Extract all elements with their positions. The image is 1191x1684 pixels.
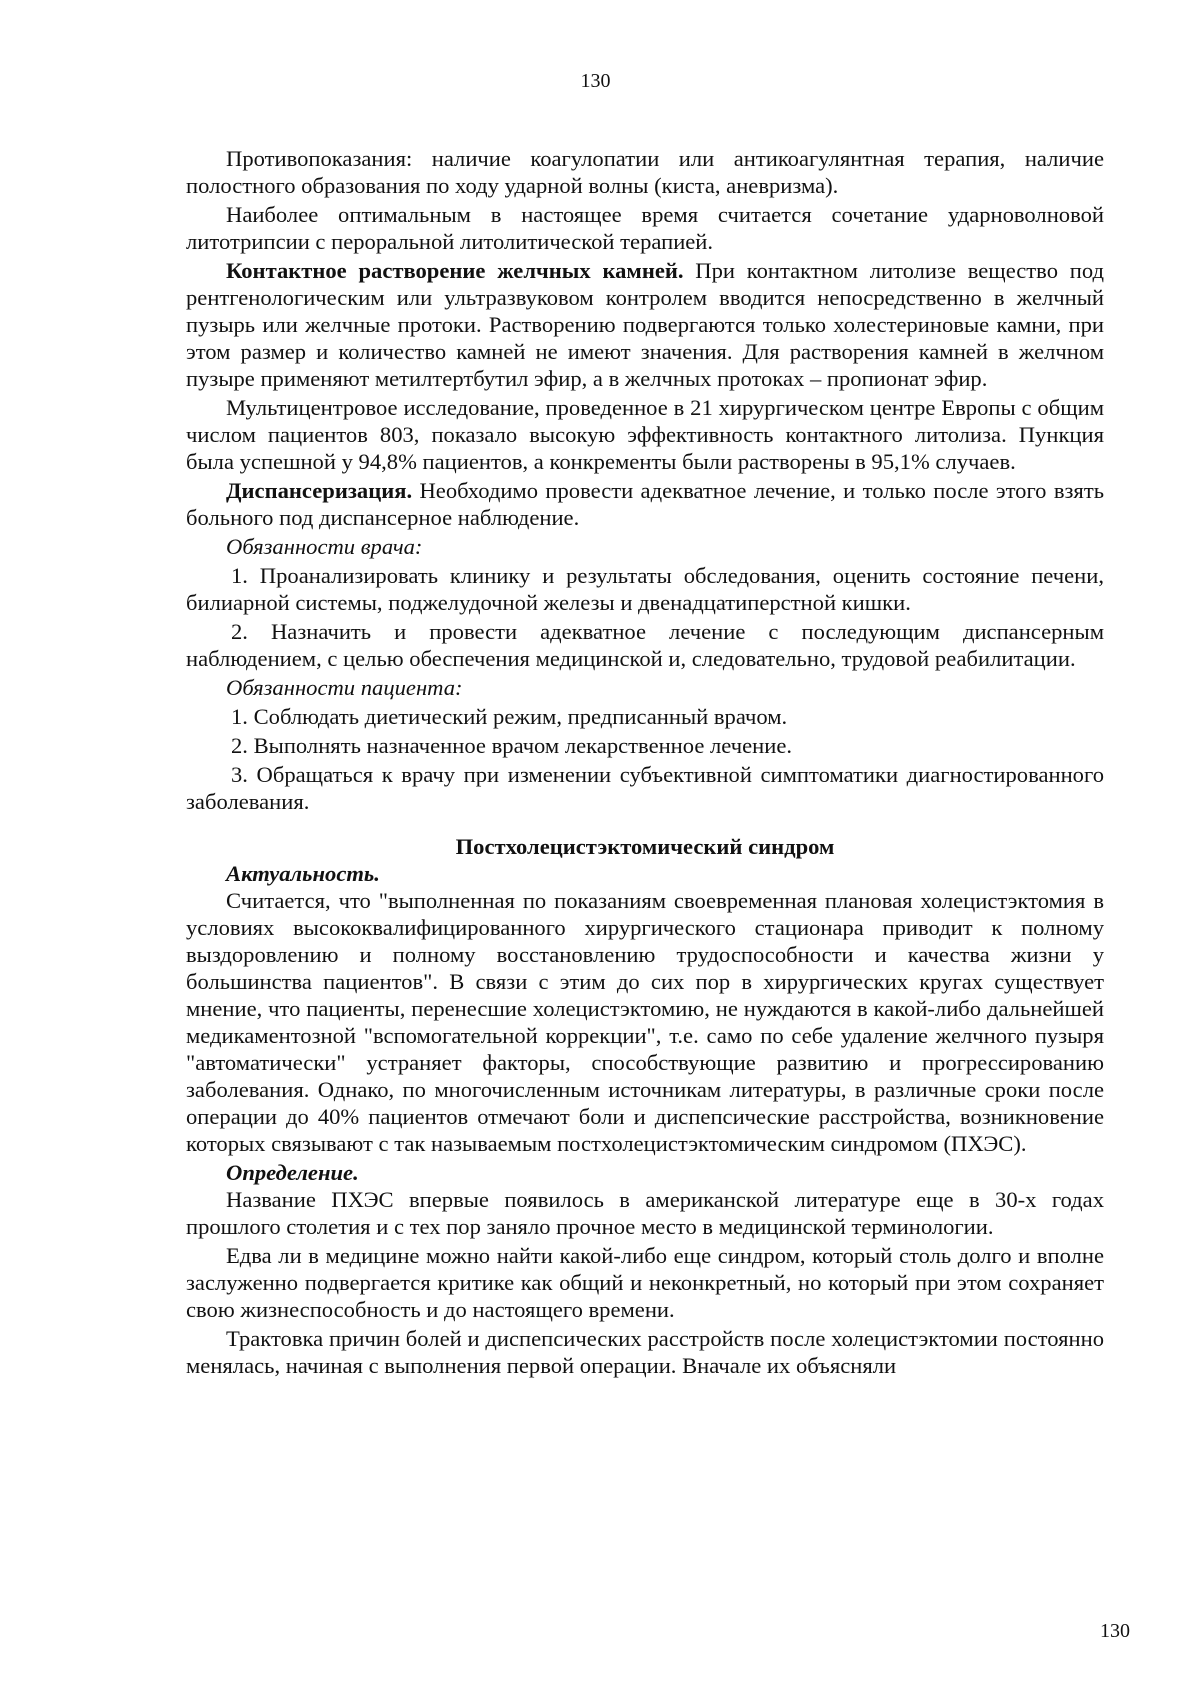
paragraph-definition-1: Название ПХЭС впервые появилось в американской литературе еще в 30-х годах прошлого столетия и с тех пор заняло прочное место в медицинской терминологии. xyxy=(186,1187,1104,1239)
paragraph-dispensary xyxy=(186,477,1104,531)
paragraph-lead-bold: Контактное растворение желчных камней. xyxy=(226,258,684,283)
doctor-duty-item: 2. Назначить и провести адекватное лечение с последующим диспансерным наблюдением, с целью обеспечения медицинской и, следовательно, трудовой реабилитации. xyxy=(186,619,1104,671)
subheading-definition: Определение. xyxy=(226,1160,359,1185)
patient-duty-item: 1. Соблюдать диетический режим, предписанный врачом. xyxy=(231,704,788,729)
paragraph-text: Необходимо провести адекватное лечение, и только после этого взять больного под диспансерное наблюдение. xyxy=(186,478,1104,530)
paragraph-lead-bold: Диспансеризация. xyxy=(226,478,413,503)
document-body xyxy=(186,145,1104,1381)
page-number-bottom: 130 xyxy=(1100,1620,1130,1642)
subheading-relevance: Актуальность. xyxy=(226,861,380,886)
paragraph-contraindications: Противопоказания: наличие коагулопатии или антикоагулянтная терапия, наличие полостного образования по ходу ударной волны (киста, аневризма). xyxy=(186,146,1104,198)
patient-duties-title: Обязанности пациента: xyxy=(226,675,463,700)
page-number-top: 130 xyxy=(580,70,611,92)
paragraph-relevance: Считается, что "выполненная по показаниям своевременная плановая холецистэктомия в условиях высококвалифицированного хирургического стационара приводит к полному выздоровлению и полному восстановлению трудоспособности и качества жизни у большинства пациентов". В связи с этим до сих пор в хирургических кругах существует мнение, что пациенты, перенесшие холецистэктомию, не нуждаются в какой-либо дальнейшей медикаментозной "вспомогательной коррекции", т.е. само по себе удаление желчного пузыря "автоматически" устраняет факторы, способствующие развитию и прогрессированию заболевания. Однако, по многочисленным источникам литературы, в различные сроки после операции до 40% пациентов отмечают боли и диспепсические расстройства, возникновение которых связывают с так называемым постхолецистэктомическим синдромом (ПХЭС). xyxy=(186,888,1104,1156)
paragraph-multicenter-study: Мультицентровое исследование, проведенное в 21 хирургическом центре Европы с общим числом пациентов 803, показало высокую эффективность контактного литолиза. Пункция была успешной у 94,8% пациентов, а конкременты были растворены в 95,1% случаев. xyxy=(186,395,1104,474)
paragraph-optimal-combination: Наиболее оптимальным в настоящее время считается сочетание ударноволновой литотрипсии с пероральной литолитической терапией. xyxy=(186,202,1104,254)
doctor-duties-title: Обязанности врача: xyxy=(226,534,423,559)
paragraph-definition-3: Трактовка причин болей и диспепсических расстройств после холецистэктомии постоянно менялась, начиная с выполнения первой операции. Вначале их объясняли xyxy=(186,1326,1104,1378)
patient-duty-item: 3. Обращаться к врачу при изменении субъективной симптоматики диагностированного заболевания. xyxy=(186,762,1104,814)
section-heading: Постхолецистэктомический синдром xyxy=(455,834,835,859)
paragraph-definition-2: Едва ли в медицине можно найти какой-либо еще синдром, который столь долго и вполне заслуженно подвергается критике как общий и неконкретный, но который при этом сохраняет свою жизнеспособность и до настоящего времени. xyxy=(186,1243,1104,1322)
doctor-duty-item: 1. Проанализировать клинику и результаты обследования, оценить состояние печени, билиарной системы, поджелудочной железы и двенадцатиперстной кишки. xyxy=(186,563,1104,615)
paragraph-contact-dissolution xyxy=(186,257,1104,392)
paragraph-text: При контактном литолизе вещество под рентгенологическим или ультразвуковом контролем вводится непосредственно в желчный пузырь или желчные протоки. Растворению подвергаются только холестериновые камни, при этом размер и количество камней не имеют значения. Для растворения камней в желчном пузыре применяют метилтертбутил эфир, а в желчных протоках – пропионат эфир. xyxy=(186,258,1104,391)
patient-duty-item: 2. Выполнять назначенное врачом лекарственное лечение. xyxy=(231,733,793,758)
